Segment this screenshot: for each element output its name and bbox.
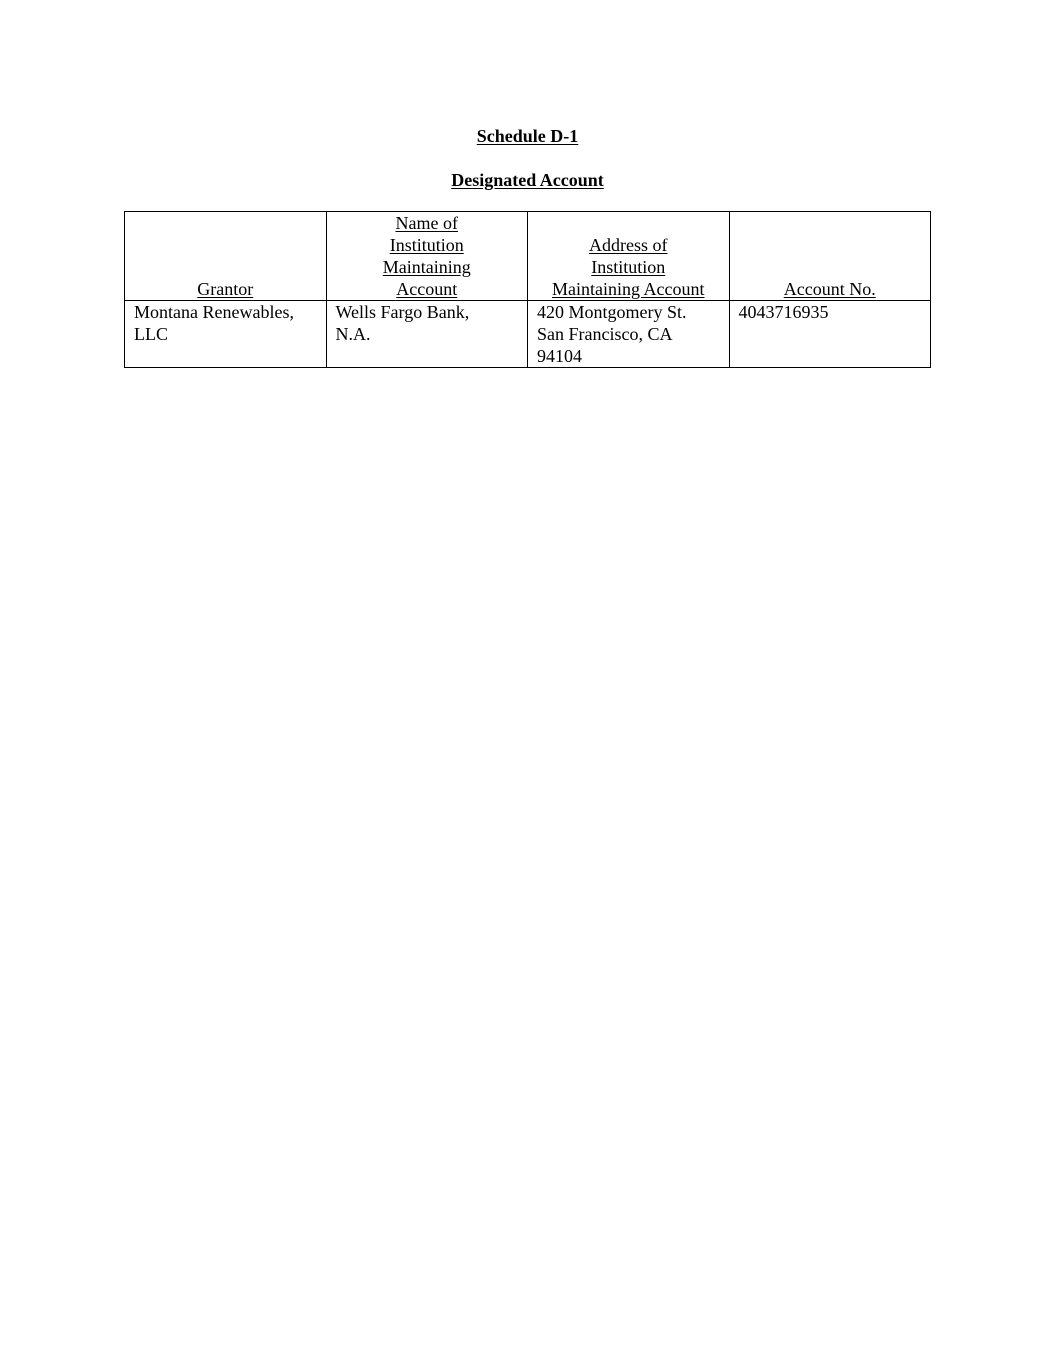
header-account-number: Account No.	[729, 212, 931, 301]
schedule-subtitle: Designated Account	[451, 170, 604, 190]
header-institution-address: Address of Institution Maintaining Account	[528, 212, 730, 301]
cell-grantor: Montana Renewables, LLC	[125, 301, 327, 368]
cell-account-number: 4043716935	[729, 301, 931, 368]
table-row	[125, 301, 931, 368]
table-header-row	[125, 212, 931, 301]
header-grantor: Grantor	[125, 212, 327, 301]
header-institution-name: Name of Institution Maintaining Account	[326, 212, 528, 301]
designated-account-table	[124, 211, 931, 368]
cell-institution-name: Wells Fargo Bank, N.A.	[326, 301, 528, 368]
cell-institution-address: 420 Montgomery St. San Francisco, CA 94104	[528, 301, 730, 368]
schedule-title: Schedule D-1	[476, 126, 579, 146]
